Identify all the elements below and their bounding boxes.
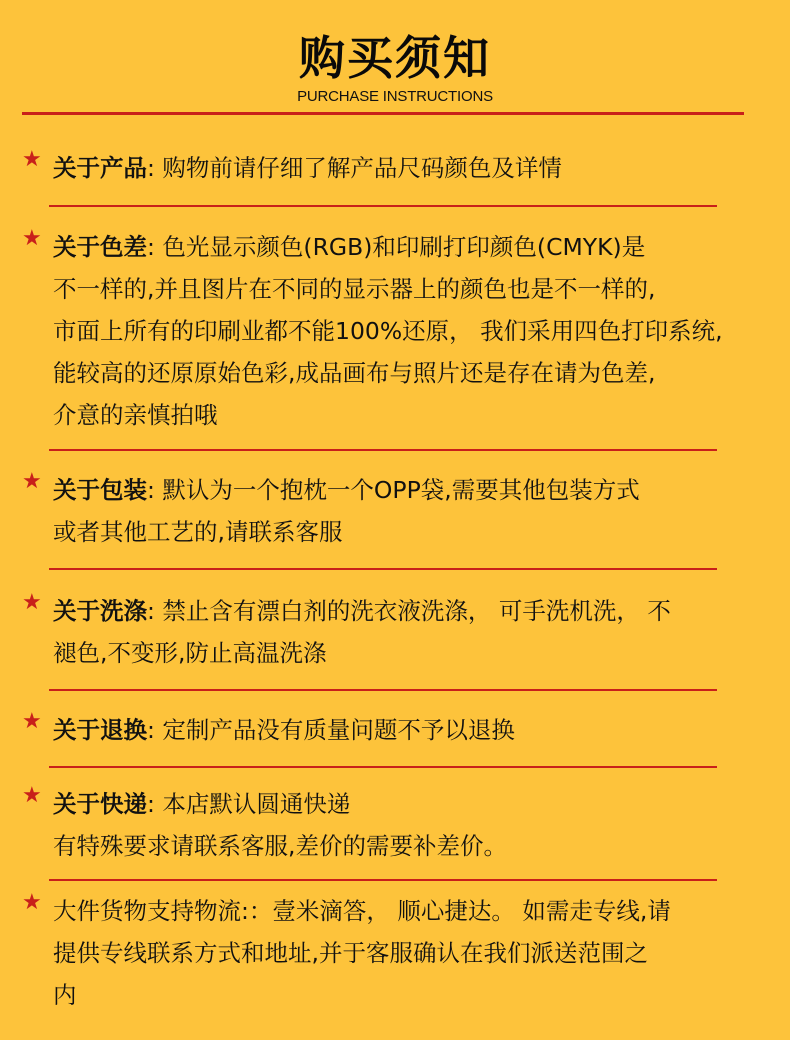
section-label: 关于包装: [53, 476, 147, 504]
section-line: 或者其他工艺的,请联系客服: [53, 518, 343, 546]
section-divider: [49, 689, 717, 691]
section-returns: [22, 709, 767, 751]
section-divider: [49, 205, 717, 207]
section-delivery: [22, 783, 767, 867]
section-label: 关于色差: [53, 233, 147, 261]
star-icon: ★: [22, 890, 42, 915]
section-washing: [22, 590, 767, 674]
header-divider: [22, 112, 744, 115]
section-label: 关于洗涤: [53, 597, 147, 625]
section-line: 定制产品没有质量问题不予以退换: [162, 716, 515, 744]
section-line: 褪色,不变形,防止高温洗涤: [53, 639, 327, 667]
page-subtitle: PURCHASE INSTRUCTIONS: [297, 88, 493, 105]
star-icon: ★: [22, 147, 42, 172]
star-icon: ★: [22, 469, 42, 494]
section-separator: :: [147, 597, 155, 625]
header: [0, 0, 790, 105]
section-separator: :: [147, 154, 155, 182]
section-separator: :: [147, 233, 155, 261]
star-icon: ★: [22, 590, 42, 615]
section-color-difference: [22, 226, 767, 436]
section-line: 默认为一个抱枕一个OPP袋,需要其他包装方式: [162, 476, 640, 504]
section-line: 能较高的还原原始色彩,成品画布与照片还是存在请为色差,: [53, 359, 656, 387]
section-line: 介意的亲慎拍哦: [53, 401, 218, 429]
section-separator: :: [147, 476, 155, 504]
section-line: 内: [53, 981, 77, 1009]
star-icon: ★: [22, 226, 42, 251]
section-line: 有特殊要求请联系客服,差价的需要补差价。: [53, 832, 507, 860]
section-line: 提供专线联系方式和地址,并于客服确认在我们派送范围之: [53, 939, 648, 967]
section-separator: :: [147, 790, 155, 818]
section-divider: [49, 568, 717, 570]
section-divider: [49, 879, 717, 881]
section-line: 本店默认圆通快递: [162, 790, 351, 818]
section-line: 购物前请仔细了解产品尺码颜色及详情: [162, 154, 562, 182]
section-line: 色光显示颜色(RGB)和印刷打印颜色(CMYK)是: [162, 233, 646, 261]
section-divider: [49, 766, 717, 768]
section-label: 关于产品: [53, 154, 147, 182]
section-product: [22, 147, 767, 189]
star-icon: ★: [22, 783, 42, 808]
star-icon: ★: [22, 709, 42, 734]
section-bulk-logistics: [22, 890, 767, 1016]
section-label: 关于快递: [53, 790, 147, 818]
page-title: 购买须知: [299, 31, 491, 85]
section-separator: :: [147, 716, 155, 744]
section-label: 关于退换: [53, 716, 147, 744]
section-line: 大件货物支持物流:：壹米滴答， 顺心捷达。 如需走专线,请: [53, 897, 671, 925]
section-line: 市面上所有的印刷业都不能100%还原， 我们采用四色打印系统,: [53, 317, 723, 345]
section-divider: [49, 449, 717, 451]
section-packaging: [22, 469, 767, 553]
section-line: 不一样的,并且图片在不同的显示器上的颜色也是不一样的,: [53, 275, 656, 303]
section-line: 禁止含有漂白剂的洗衣液洗涤， 可手洗机洗， 不: [162, 597, 671, 625]
